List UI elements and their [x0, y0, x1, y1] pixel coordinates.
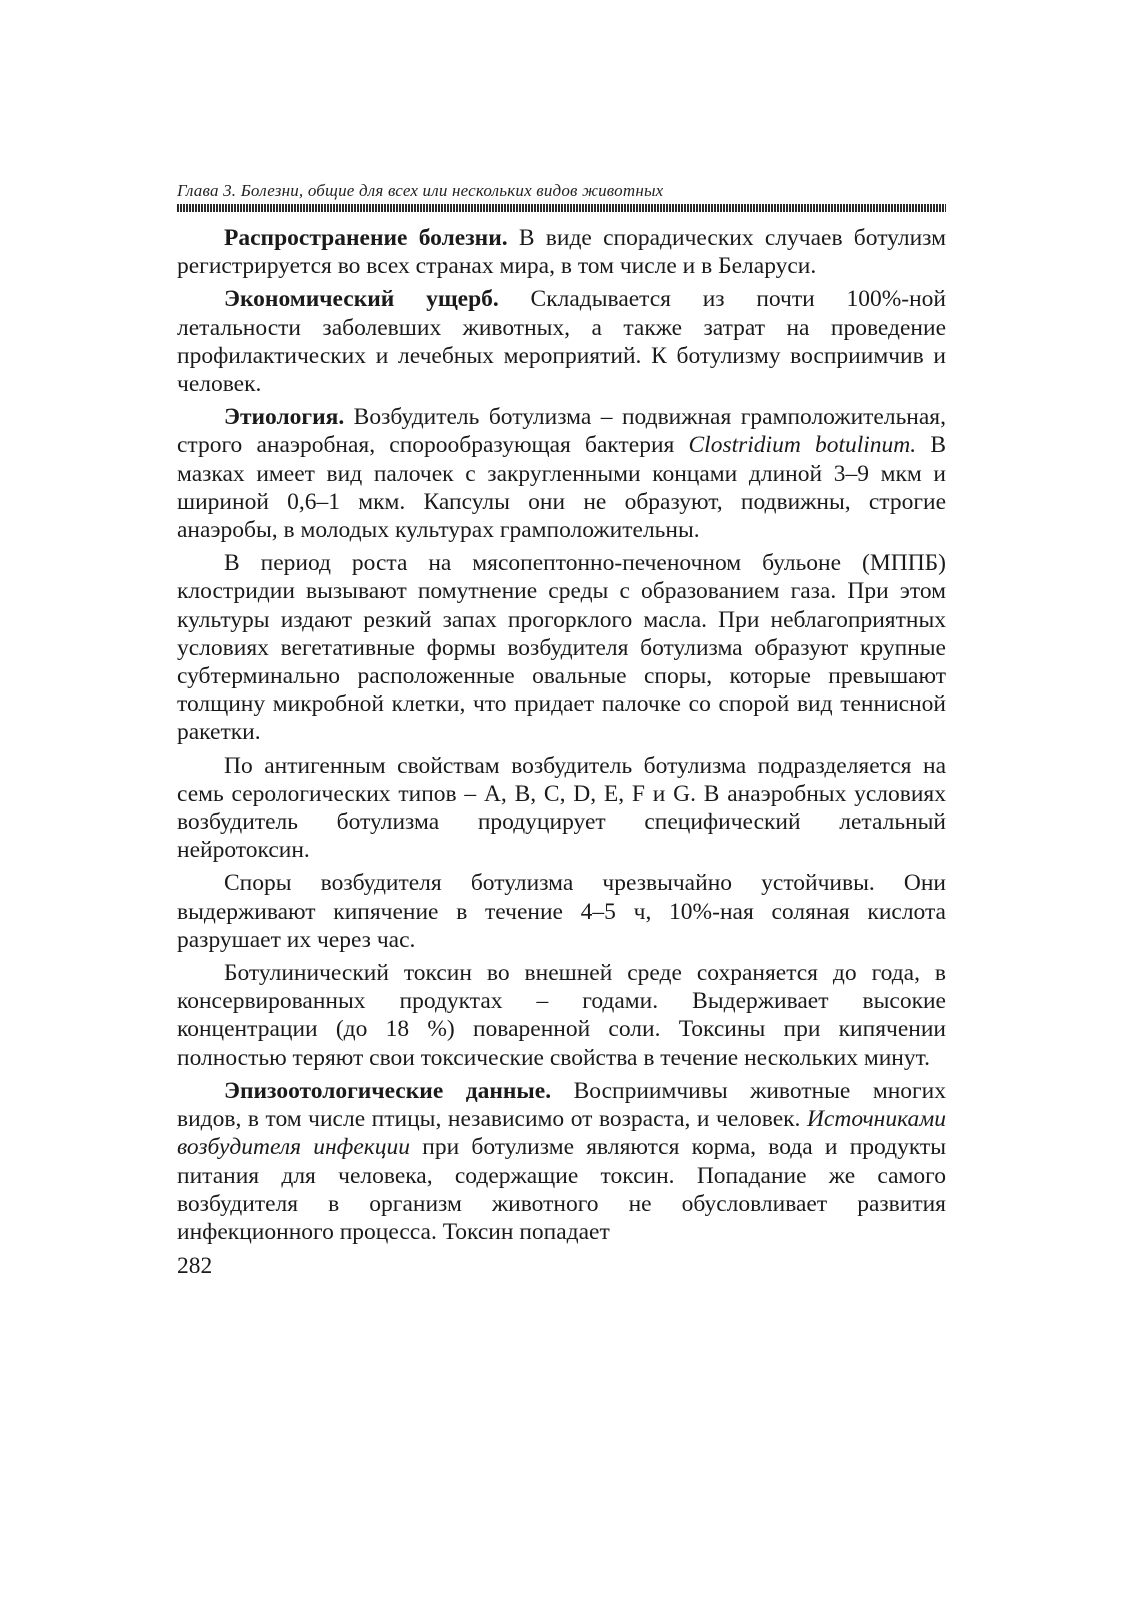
paragraph-text: Складывается из почти 100%-ной летальности заболевших животных, а также затрат на проведение профилактических и лечебных мероприятий. К ботулизму восприимчив и человек.	[177, 286, 947, 398]
book-page	[177, 180, 946, 1280]
paragraph-growth	[177, 549, 946, 746]
paragraph-text: В период роста на мясопептонно-печеночном бульоне (МППБ) клостридии вызывают помутнение среды с образованием газа. При этом культуры издают резкий запах прогорклого масла. При неблагоприятных условиях вегетативные формы возбудителя ботулизма образуют крупные субтерминально расположенные овальные споры, которые превышают толщину микробной клетки, что придает палочке со спорой вид теннисной ракетки.	[177, 550, 946, 746]
paragraph-text: В мазках имеет вид палочек с закругленными концами длиной 3–9 мкм и шириной 0,6–1 мкм. Капсулы они не образуют, подвижны, строгие анаэробы, в молодых культурах грамположительны.	[177, 432, 946, 544]
paragraph-serotypes	[177, 752, 946, 865]
paragraph-epizootology	[177, 1077, 946, 1246]
paragraph-heading: Этиология.	[224, 404, 345, 431]
paragraph-heading: Экономический ущерб.	[224, 286, 499, 313]
paragraph-heading: Эпизоотологические данные.	[224, 1077, 552, 1104]
paragraph-text: при ботулизме являются корма, вода и продукты питания для человека, содержащие токсин. Попадание же самого возбудителя в организм животного не обусловливает развития инфекционного процесса. Токсин попадает	[177, 1134, 946, 1245]
paragraph-text: Ботулинический токсин во внешней среде сохраняется до года, в консервированных продуктах – годами. Выдерживает высокие концентрации (до 18 %) поваренной соли. Токсины при кипячении полностью теряют свои токсические свойства в течение нескольких минут.	[177, 960, 946, 1071]
paragraph-spores	[177, 869, 946, 954]
paragraph-text: По антигенным свойствам возбудитель ботулизма подразделяется на семь серологических типов – A, B, C, D, E, F и G. В анаэробных условиях возбудитель ботулизма продуцирует специфический летальный нейротоксин.	[177, 752, 946, 864]
paragraph-text: Возбудитель ботулизма – подвижная грамположительная, строго анаэробная, спорообразующая бактерия	[177, 404, 946, 459]
running-head: Глава 3. Болезни, общие для всех или нескольких видов животных	[177, 181, 664, 200]
paragraph-etiology	[177, 403, 946, 544]
paragraph-text: Споры возбудителя ботулизма чрезвычайно устойчивы. Они выдерживают кипячение в течение 4–5 ч, 10%-ная соляная кислота разрушает их через час.	[177, 870, 946, 953]
paragraph-distribution	[177, 224, 946, 280]
paragraph-toxin	[177, 959, 946, 1072]
paragraph-economic-damage	[177, 285, 946, 398]
body-text	[177, 224, 946, 1246]
page-number: 282	[177, 1253, 213, 1280]
paragraph-text: В виде спорадических случаев ботулизм регистрируется во всех странах мира, в том числе и в Беларуси.	[177, 225, 946, 280]
paragraph-heading: Распространение болезни.	[224, 225, 508, 251]
emphasis-text: Источниками возбудителя инфекции	[177, 1106, 946, 1161]
species-name: Clostridium botulinum.	[688, 432, 917, 459]
header-rule	[177, 204, 946, 212]
paragraph-text: Восприимчивы животные многих видов, в том числе птицы, независимо от возраста, и человек.	[177, 1077, 946, 1133]
